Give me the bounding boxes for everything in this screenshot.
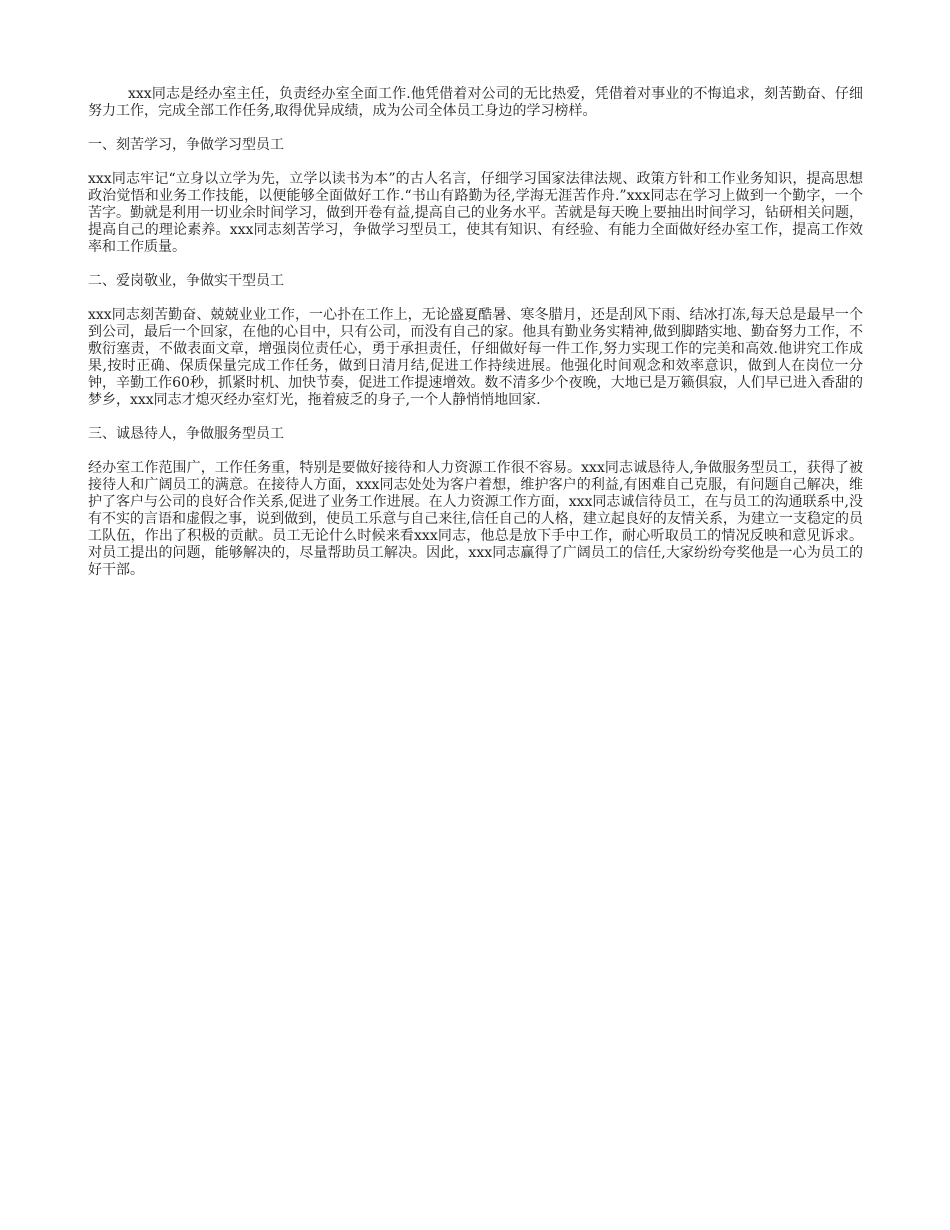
section-body-1: xxx同志牢记“立身以立学为先，立学以读书为本”的古人名言，仔细学习国家法律法规、政策方针和工作业务知识，提高思想政治觉悟和业务工作技能，以便能够全面做好工作.“书山有路勤为径,学海无涯苦作舟.”xxx同志在学习上做到一个勤字，一个苦字。勤就是利用一切业余时间学习，做到开卷有益,提高自己的业务水平。苦就是每天晚上要抽出时间学习，钻研相关问题，提高自己的理论素养。xxx同志刻苦学习，争做学习型员工，使其有知识、有经验、有能力全面做好经办室工作，提高工作效率和工作质量。 xyxy=(88,171,863,255)
section-heading-3: 三、诚恳待人，争做服务型员工 xyxy=(88,426,284,442)
intro-paragraph: xxx同志是经办室主任，负责经办室全面工作.他凭借着对公司的无比热爱，凭借着对事业的不悔追求，刻苦勤奋、仔细努力工作，完成全部工作任务,取得优异成绩，成为公司全体员工身边的学习榜样。 xyxy=(88,86,863,119)
section-body-2: xxx同志刻苦勤奋、兢兢业业工作，一心扑在工作上，无论盛夏酷暑、寒冬腊月，还是刮风下雨、结冰打冻,每天总是最早一个到公司，最后一个回家，在他的心目中，只有公司，而没有自己的家。他具有勤业务实精神,做到脚踏实地、勤奋努力工作，不敷衍塞责，不做表面文章，增强岗位责任心，勇于承担责任，仔细做好每一件工作,努力实现工作的完美和高效.他讲究工作成果,按时正确、保质保量完成工作任务，做到日清月结,促进工作持续进展。他强化时间观念和效率意识，做到人在岗位一分钟，辛勤工作60秒，抓紧时机、加快节奏，促进工作提速增效。数不清多少个夜晚，大地已是万籁俱寂，人们早已进入香甜的梦乡，xxx同志才熄灭经办室灯光，拖着疲乏的身子,一个人静悄悄地回家. xyxy=(88,307,863,408)
document-page xyxy=(88,86,863,596)
section-heading-2: 二、爱岗敬业，争做实干型员工 xyxy=(88,273,284,289)
section-body-3: 经办室工作范围广，工作任务重，特别是要做好接待和人力资源工作很不容易。xxx同志诚恳待人,争做服务型员工，获得了被接待人和广阔员工的满意。在接待人方面，xxx同志处处为客户着想，维护客户的利益,有困难自己克服，有问题自己解决，维护了客户与公司的良好合作关系,促进了业务工作进展。在人力资源工作方面，xxx同志诚信待员工，在与员工的沟通联系中,没有不实的言语和虚假之事，说到做到，使员工乐意与自己来往,信任自己的人格，建立起良好的友情关系，为建立一支稳定的员工队伍，作出了积极的贡献。员工无论什么时候来看xxx同志，他总是放下手中工作，耐心听取员工的情况反映和意见诉求。对员工提出的问题，能够解决的，尽量帮助员工解决。因此，xxx同志赢得了广阔员工的信任,大家纷纷夸奖他是一心为员工的好干部。 xyxy=(88,460,863,578)
section-heading-1: 一、刻苦学习，争做学习型员工 xyxy=(88,137,284,153)
